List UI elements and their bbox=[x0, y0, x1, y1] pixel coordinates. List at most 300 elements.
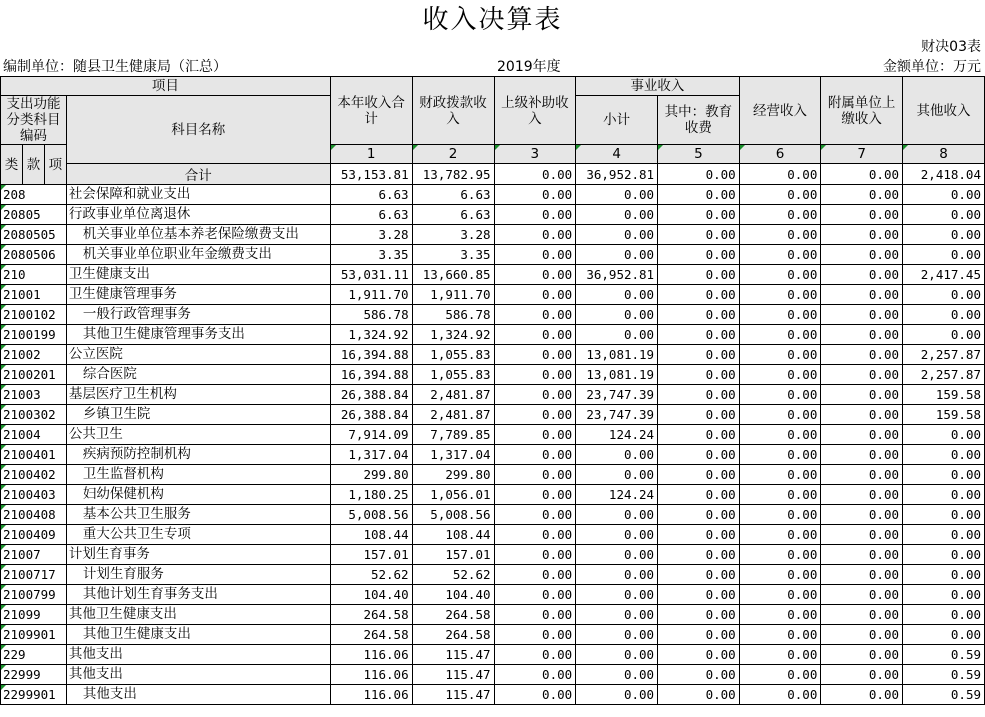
row-value-cell: 0.00 bbox=[658, 245, 740, 265]
sheet-title: 收入决算表 bbox=[422, 5, 563, 35]
row-value-cell: 0.00 bbox=[658, 685, 740, 705]
row-code: 2100401 bbox=[1, 445, 67, 465]
total-cell: 0.00 bbox=[658, 164, 740, 185]
col-number: 3 bbox=[494, 145, 576, 164]
row-value-cell: 1,180.25 bbox=[330, 485, 412, 505]
row-value-cell: 0.00 bbox=[903, 525, 985, 545]
row-subject-name: 其他支出 bbox=[66, 665, 330, 685]
header-item: 项目 bbox=[1, 77, 331, 96]
row-value-cell: 0.00 bbox=[821, 265, 903, 285]
row-value-cell: 264.58 bbox=[330, 605, 412, 625]
row-code: 22999 bbox=[1, 665, 67, 685]
row-value-cell: 0.00 bbox=[903, 565, 985, 585]
row-value-cell: 0.00 bbox=[576, 445, 658, 465]
row-value-cell: 0.00 bbox=[494, 525, 576, 545]
col-number: 8 bbox=[903, 145, 985, 164]
row-value-cell: 0.00 bbox=[576, 245, 658, 265]
row-subject-name: 综合医院 bbox=[66, 365, 330, 385]
row-value-cell: 0.00 bbox=[494, 245, 576, 265]
row-value-cell: 0.00 bbox=[903, 305, 985, 325]
row-value-cell: 3.28 bbox=[412, 225, 494, 245]
header-col-subtotal: 小计 bbox=[576, 96, 658, 145]
row-value-cell: 0.00 bbox=[494, 345, 576, 365]
row-value-cell: 0.59 bbox=[903, 665, 985, 685]
row-value-cell: 115.47 bbox=[412, 645, 494, 665]
row-code: 2100199 bbox=[1, 325, 67, 345]
row-subject-name: 其他卫生健康管理事务支出 bbox=[66, 325, 330, 345]
row-value-cell: 0.00 bbox=[903, 545, 985, 565]
row-subject-name: 其他卫生健康支出 bbox=[66, 625, 330, 645]
row-value-cell: 0.00 bbox=[494, 565, 576, 585]
row-value-cell: 0.00 bbox=[821, 665, 903, 685]
row-value-cell: 0.00 bbox=[658, 205, 740, 225]
row-value-cell: 52.62 bbox=[330, 565, 412, 585]
row-value-cell: 264.58 bbox=[330, 625, 412, 645]
col-number: 6 bbox=[739, 145, 821, 164]
row-value-cell: 0.00 bbox=[739, 605, 821, 625]
row-code: 21099 bbox=[1, 605, 67, 625]
row-value-cell: 0.00 bbox=[658, 405, 740, 425]
row-value-cell: 0.00 bbox=[903, 245, 985, 265]
row-value-cell: 0.00 bbox=[494, 185, 576, 205]
row-value-cell: 0.00 bbox=[576, 565, 658, 585]
row-code: 2100102 bbox=[1, 305, 67, 325]
row-value-cell: 0.00 bbox=[739, 625, 821, 645]
row-code: 21003 bbox=[1, 385, 67, 405]
row-value-cell: 0.00 bbox=[903, 465, 985, 485]
row-value-cell: 0.00 bbox=[821, 445, 903, 465]
table-row bbox=[1, 185, 985, 205]
header-col-business: 事业收入 bbox=[576, 77, 740, 96]
row-value-cell: 0.00 bbox=[494, 365, 576, 385]
row-value-cell: 0.00 bbox=[739, 585, 821, 605]
table-row bbox=[1, 325, 985, 345]
row-subject-name: 基层医疗卫生机构 bbox=[66, 385, 330, 405]
row-value-cell: 0.00 bbox=[739, 385, 821, 405]
row-subject-name: 卫生健康管理事务 bbox=[66, 285, 330, 305]
row-code: 229 bbox=[1, 645, 67, 665]
row-value-cell: 116.06 bbox=[330, 645, 412, 665]
total-cell: 0.00 bbox=[821, 164, 903, 185]
row-value-cell: 0.00 bbox=[739, 665, 821, 685]
row-value-cell: 0.00 bbox=[576, 685, 658, 705]
row-value-cell: 0.00 bbox=[739, 525, 821, 545]
total-cell: 0.00 bbox=[494, 164, 576, 185]
row-value-cell: 299.80 bbox=[330, 465, 412, 485]
row-value-cell: 0.00 bbox=[821, 425, 903, 445]
row-value-cell: 116.06 bbox=[330, 665, 412, 685]
row-value-cell: 1,324.92 bbox=[412, 325, 494, 345]
row-value-cell: 0.00 bbox=[739, 325, 821, 345]
row-value-cell: 0.00 bbox=[903, 325, 985, 345]
table-row bbox=[1, 285, 985, 305]
row-value-cell: 124.24 bbox=[576, 425, 658, 445]
row-value-cell: 7,914.09 bbox=[330, 425, 412, 445]
table-row bbox=[1, 605, 985, 625]
col-number: 5 bbox=[658, 145, 740, 164]
row-value-cell: 0.00 bbox=[658, 525, 740, 545]
income-table bbox=[0, 76, 985, 705]
header-func-code: 支出功能分类科目编码 bbox=[1, 96, 67, 145]
table-row bbox=[1, 265, 985, 285]
row-value-cell: 0.00 bbox=[739, 485, 821, 505]
row-value-cell: 0.00 bbox=[576, 505, 658, 525]
row-value-cell: 0.00 bbox=[821, 645, 903, 665]
table-row bbox=[1, 305, 985, 325]
row-value-cell: 0.00 bbox=[821, 585, 903, 605]
row-code: 21004 bbox=[1, 425, 67, 445]
col-number: 2 bbox=[412, 145, 494, 164]
row-value-cell: 0.00 bbox=[494, 585, 576, 605]
header-lei: 类 bbox=[1, 145, 23, 185]
row-subject-name: 公立医院 bbox=[66, 345, 330, 365]
row-value-cell: 0.00 bbox=[658, 505, 740, 525]
row-value-cell: 124.24 bbox=[576, 485, 658, 505]
row-value-cell: 0.00 bbox=[494, 285, 576, 305]
row-value-cell: 0.00 bbox=[494, 545, 576, 565]
row-value-cell: 0.00 bbox=[576, 585, 658, 605]
table-row bbox=[1, 545, 985, 565]
row-value-cell: 159.58 bbox=[903, 405, 985, 425]
row-value-cell: 104.40 bbox=[412, 585, 494, 605]
row-value-cell: 0.00 bbox=[494, 445, 576, 465]
header-col-other: 其他收入 bbox=[903, 77, 985, 145]
table-row bbox=[1, 365, 985, 385]
row-value-cell: 104.40 bbox=[330, 585, 412, 605]
header-xiang: 项 bbox=[44, 145, 66, 185]
header-col-affiliated: 附属单位上缴收入 bbox=[821, 77, 903, 145]
row-code: 2080506 bbox=[1, 245, 67, 265]
table-body bbox=[1, 185, 985, 705]
row-code: 2100402 bbox=[1, 465, 67, 485]
row-value-cell: 0.00 bbox=[494, 305, 576, 325]
row-value-cell: 0.00 bbox=[903, 425, 985, 445]
row-value-cell: 0.00 bbox=[821, 285, 903, 305]
row-value-cell: 0.00 bbox=[494, 405, 576, 425]
total-cell: 13,782.95 bbox=[412, 164, 494, 185]
row-value-cell: 0.00 bbox=[658, 425, 740, 445]
row-value-cell: 0.00 bbox=[739, 205, 821, 225]
row-code: 20805 bbox=[1, 205, 67, 225]
row-value-cell: 0.00 bbox=[658, 585, 740, 605]
row-value-cell: 0.00 bbox=[821, 685, 903, 705]
row-value-cell: 0.00 bbox=[576, 545, 658, 565]
table-row bbox=[1, 405, 985, 425]
money-unit: 金额单位：万元 bbox=[883, 59, 981, 75]
row-value-cell: 0.00 bbox=[658, 345, 740, 365]
row-subject-name: 其他支出 bbox=[66, 685, 330, 705]
row-value-cell: 0.00 bbox=[821, 185, 903, 205]
row-value-cell: 6.63 bbox=[412, 185, 494, 205]
row-value-cell: 0.00 bbox=[576, 625, 658, 645]
row-value-cell: 108.44 bbox=[412, 525, 494, 545]
row-code: 2080505 bbox=[1, 225, 67, 245]
table-row bbox=[1, 485, 985, 505]
row-code: 2100403 bbox=[1, 485, 67, 505]
row-value-cell: 0.00 bbox=[739, 445, 821, 465]
row-code: 2100799 bbox=[1, 585, 67, 605]
row-value-cell: 0.00 bbox=[739, 365, 821, 385]
row-value-cell: 3.28 bbox=[330, 225, 412, 245]
row-value-cell: 116.06 bbox=[330, 685, 412, 705]
row-value-cell: 264.58 bbox=[412, 625, 494, 645]
table-row bbox=[1, 525, 985, 545]
table-row bbox=[1, 245, 985, 265]
row-value-cell: 0.00 bbox=[821, 365, 903, 385]
row-subject-name: 妇幼保健机构 bbox=[66, 485, 330, 505]
total-cell: 53,153.81 bbox=[330, 164, 412, 185]
row-value-cell: 115.47 bbox=[412, 665, 494, 685]
table-row bbox=[1, 565, 985, 585]
row-value-cell: 5,008.56 bbox=[330, 505, 412, 525]
row-value-cell: 0.00 bbox=[494, 325, 576, 345]
row-subject-name: 计划生育服务 bbox=[66, 565, 330, 585]
row-value-cell: 0.00 bbox=[739, 185, 821, 205]
row-value-cell: 16,394.88 bbox=[330, 365, 412, 385]
row-value-cell: 0.00 bbox=[903, 205, 985, 225]
row-value-cell: 0.00 bbox=[494, 485, 576, 505]
row-value-cell: 264.58 bbox=[412, 605, 494, 625]
table-row bbox=[1, 445, 985, 465]
row-value-cell: 2,481.87 bbox=[412, 385, 494, 405]
row-subject-name: 卫生监督机构 bbox=[66, 465, 330, 485]
table-row bbox=[1, 225, 985, 245]
row-value-cell: 159.58 bbox=[903, 385, 985, 405]
row-value-cell: 0.00 bbox=[658, 465, 740, 485]
form-code: 财决03表 bbox=[921, 39, 981, 55]
row-value-cell: 586.78 bbox=[330, 305, 412, 325]
row-value-cell: 53,031.11 bbox=[330, 265, 412, 285]
row-value-cell: 0.00 bbox=[658, 665, 740, 685]
row-subject-name: 机关事业单位职业年金缴费支出 bbox=[66, 245, 330, 265]
row-value-cell: 26,388.84 bbox=[330, 405, 412, 425]
row-value-cell: 586.78 bbox=[412, 305, 494, 325]
row-value-cell: 0.00 bbox=[821, 605, 903, 625]
row-value-cell: 0.00 bbox=[821, 465, 903, 485]
row-value-cell: 115.47 bbox=[412, 685, 494, 705]
row-value-cell: 0.00 bbox=[903, 605, 985, 625]
total-cell: 2,418.04 bbox=[903, 164, 985, 185]
row-subject-name: 社会保障和就业支出 bbox=[66, 185, 330, 205]
row-value-cell: 0.00 bbox=[903, 445, 985, 465]
row-value-cell: 0.00 bbox=[658, 305, 740, 325]
row-value-cell: 1,056.01 bbox=[412, 485, 494, 505]
row-value-cell: 0.00 bbox=[494, 205, 576, 225]
row-value-cell: 0.00 bbox=[903, 485, 985, 505]
row-subject-name: 计划生育事务 bbox=[66, 545, 330, 565]
row-value-cell: 0.00 bbox=[821, 485, 903, 505]
fiscal-year: 2019年度 bbox=[497, 59, 561, 75]
row-value-cell: 0.00 bbox=[739, 345, 821, 365]
row-value-cell: 1,317.04 bbox=[330, 445, 412, 465]
row-value-cell: 0.00 bbox=[821, 525, 903, 545]
row-value-cell: 3.35 bbox=[330, 245, 412, 265]
row-value-cell: 157.01 bbox=[330, 545, 412, 565]
row-value-cell: 23,747.39 bbox=[576, 385, 658, 405]
table-row bbox=[1, 505, 985, 525]
row-value-cell: 0.00 bbox=[494, 505, 576, 525]
table-row bbox=[1, 345, 985, 365]
row-value-cell: 0.59 bbox=[903, 685, 985, 705]
row-value-cell: 0.00 bbox=[903, 625, 985, 645]
row-subject-name: 其他计划生育事务支出 bbox=[66, 585, 330, 605]
row-value-cell: 0.00 bbox=[576, 605, 658, 625]
total-cell: 0.00 bbox=[739, 164, 821, 185]
row-value-cell: 0.00 bbox=[576, 465, 658, 485]
row-subject-name: 其他卫生健康支出 bbox=[66, 605, 330, 625]
row-value-cell: 0.00 bbox=[494, 665, 576, 685]
row-code: 2100201 bbox=[1, 365, 67, 385]
row-value-cell: 13,660.85 bbox=[412, 265, 494, 285]
row-value-cell: 0.00 bbox=[821, 625, 903, 645]
row-value-cell: 0.00 bbox=[821, 345, 903, 365]
row-code: 2100409 bbox=[1, 525, 67, 545]
row-value-cell: 0.00 bbox=[576, 305, 658, 325]
row-value-cell: 0.00 bbox=[821, 225, 903, 245]
row-subject-name: 卫生健康支出 bbox=[66, 265, 330, 285]
row-value-cell: 0.00 bbox=[821, 245, 903, 265]
row-value-cell: 0.00 bbox=[821, 505, 903, 525]
row-value-cell: 0.00 bbox=[821, 405, 903, 425]
total-cell: 36,952.81 bbox=[576, 164, 658, 185]
row-value-cell: 0.00 bbox=[494, 605, 576, 625]
col-number: 7 bbox=[821, 145, 903, 164]
row-value-cell: 0.00 bbox=[576, 665, 658, 685]
table-row bbox=[1, 385, 985, 405]
row-value-cell: 0.00 bbox=[739, 685, 821, 705]
row-value-cell: 0.00 bbox=[821, 325, 903, 345]
row-value-cell: 0.00 bbox=[821, 565, 903, 585]
row-value-cell: 0.00 bbox=[739, 425, 821, 445]
row-code: 2100408 bbox=[1, 505, 67, 525]
row-value-cell: 0.00 bbox=[658, 645, 740, 665]
row-value-cell: 0.00 bbox=[658, 605, 740, 625]
row-value-cell: 13,081.19 bbox=[576, 345, 658, 365]
table-row bbox=[1, 685, 985, 705]
row-value-cell: 16,394.88 bbox=[330, 345, 412, 365]
row-value-cell: 6.63 bbox=[330, 185, 412, 205]
row-value-cell: 0.00 bbox=[658, 325, 740, 345]
row-code: 2299901 bbox=[1, 685, 67, 705]
row-value-cell: 0.00 bbox=[821, 545, 903, 565]
row-value-cell: 0.00 bbox=[739, 545, 821, 565]
row-code: 21001 bbox=[1, 285, 67, 305]
row-value-cell: 6.63 bbox=[330, 205, 412, 225]
row-value-cell: 0.00 bbox=[494, 265, 576, 285]
row-value-cell: 299.80 bbox=[412, 465, 494, 485]
row-value-cell: 0.00 bbox=[576, 285, 658, 305]
table-row bbox=[1, 465, 985, 485]
header-col-education: 其中：教育收费 bbox=[658, 96, 740, 145]
row-value-cell: 3.35 bbox=[412, 245, 494, 265]
row-value-cell: 0.00 bbox=[658, 385, 740, 405]
row-value-cell: 0.00 bbox=[739, 305, 821, 325]
row-code: 210 bbox=[1, 265, 67, 285]
row-value-cell: 0.00 bbox=[576, 525, 658, 545]
row-code: 2109901 bbox=[1, 625, 67, 645]
row-value-cell: 0.00 bbox=[821, 385, 903, 405]
row-value-cell: 36,952.81 bbox=[576, 265, 658, 285]
table-row bbox=[1, 585, 985, 605]
row-value-cell: 52.62 bbox=[412, 565, 494, 585]
row-value-cell: 0.00 bbox=[494, 425, 576, 445]
row-value-cell: 0.00 bbox=[903, 585, 985, 605]
col-number: 1 bbox=[330, 145, 412, 164]
header-col-total: 本年收入合计 bbox=[330, 77, 412, 145]
row-subject-name: 疾病预防控制机构 bbox=[66, 445, 330, 465]
row-value-cell: 0.00 bbox=[494, 465, 576, 485]
header-col-operating: 经营收入 bbox=[739, 77, 821, 145]
row-value-cell: 0.00 bbox=[739, 265, 821, 285]
row-subject-name: 一般行政管理事务 bbox=[66, 305, 330, 325]
row-subject-name: 公共卫生 bbox=[66, 425, 330, 445]
row-value-cell: 0.00 bbox=[739, 285, 821, 305]
row-value-cell: 6.63 bbox=[412, 205, 494, 225]
header-col-fiscal: 财政拨款收入 bbox=[412, 77, 494, 145]
row-value-cell: 0.00 bbox=[739, 505, 821, 525]
row-value-cell: 0.00 bbox=[658, 265, 740, 285]
row-value-cell: 0.00 bbox=[576, 225, 658, 245]
row-subject-name: 重大公共卫生专项 bbox=[66, 525, 330, 545]
row-value-cell: 1,055.83 bbox=[412, 345, 494, 365]
row-code: 21002 bbox=[1, 345, 67, 365]
compiling-unit: 编制单位：随县卫生健康局（汇总） bbox=[3, 59, 227, 75]
row-value-cell: 2,257.87 bbox=[903, 345, 985, 365]
table-row bbox=[1, 665, 985, 685]
col-number: 4 bbox=[576, 145, 658, 164]
row-code: 21007 bbox=[1, 545, 67, 565]
row-subject-name: 其他支出 bbox=[66, 645, 330, 665]
row-value-cell: 0.00 bbox=[739, 225, 821, 245]
row-value-cell: 2,481.87 bbox=[412, 405, 494, 425]
row-value-cell: 0.00 bbox=[576, 645, 658, 665]
row-code: 208 bbox=[1, 185, 67, 205]
row-subject-name: 机关事业单位基本养老保险缴费支出 bbox=[66, 225, 330, 245]
row-value-cell: 7,789.85 bbox=[412, 425, 494, 445]
row-value-cell: 157.01 bbox=[412, 545, 494, 565]
header-kuan: 款 bbox=[22, 145, 44, 185]
row-value-cell: 0.59 bbox=[903, 645, 985, 665]
table-row bbox=[1, 625, 985, 645]
row-value-cell: 1,317.04 bbox=[412, 445, 494, 465]
row-value-cell: 0.00 bbox=[494, 385, 576, 405]
row-value-cell: 0.00 bbox=[658, 185, 740, 205]
row-subject-name: 行政事业单位离退休 bbox=[66, 205, 330, 225]
row-value-cell: 26,388.84 bbox=[330, 385, 412, 405]
row-subject-name: 基本公共卫生服务 bbox=[66, 505, 330, 525]
row-value-cell: 0.00 bbox=[494, 685, 576, 705]
row-value-cell: 0.00 bbox=[576, 325, 658, 345]
row-value-cell: 0.00 bbox=[658, 225, 740, 245]
table-row bbox=[1, 425, 985, 445]
row-value-cell: 1,911.70 bbox=[330, 285, 412, 305]
row-value-cell: 0.00 bbox=[658, 485, 740, 505]
row-value-cell: 0.00 bbox=[576, 185, 658, 205]
row-value-cell: 13,081.19 bbox=[576, 365, 658, 385]
row-value-cell: 0.00 bbox=[739, 245, 821, 265]
row-value-cell: 0.00 bbox=[494, 625, 576, 645]
row-value-cell: 0.00 bbox=[739, 565, 821, 585]
header-subject-name: 科目名称 bbox=[66, 96, 330, 164]
row-value-cell: 2,417.45 bbox=[903, 265, 985, 285]
row-value-cell: 0.00 bbox=[821, 305, 903, 325]
header-col-superior: 上级补助收入 bbox=[494, 77, 576, 145]
row-value-cell: 0.00 bbox=[821, 205, 903, 225]
row-value-cell: 0.00 bbox=[658, 565, 740, 585]
row-value-cell: 0.00 bbox=[903, 285, 985, 305]
row-value-cell: 0.00 bbox=[576, 205, 658, 225]
row-value-cell: 0.00 bbox=[903, 185, 985, 205]
